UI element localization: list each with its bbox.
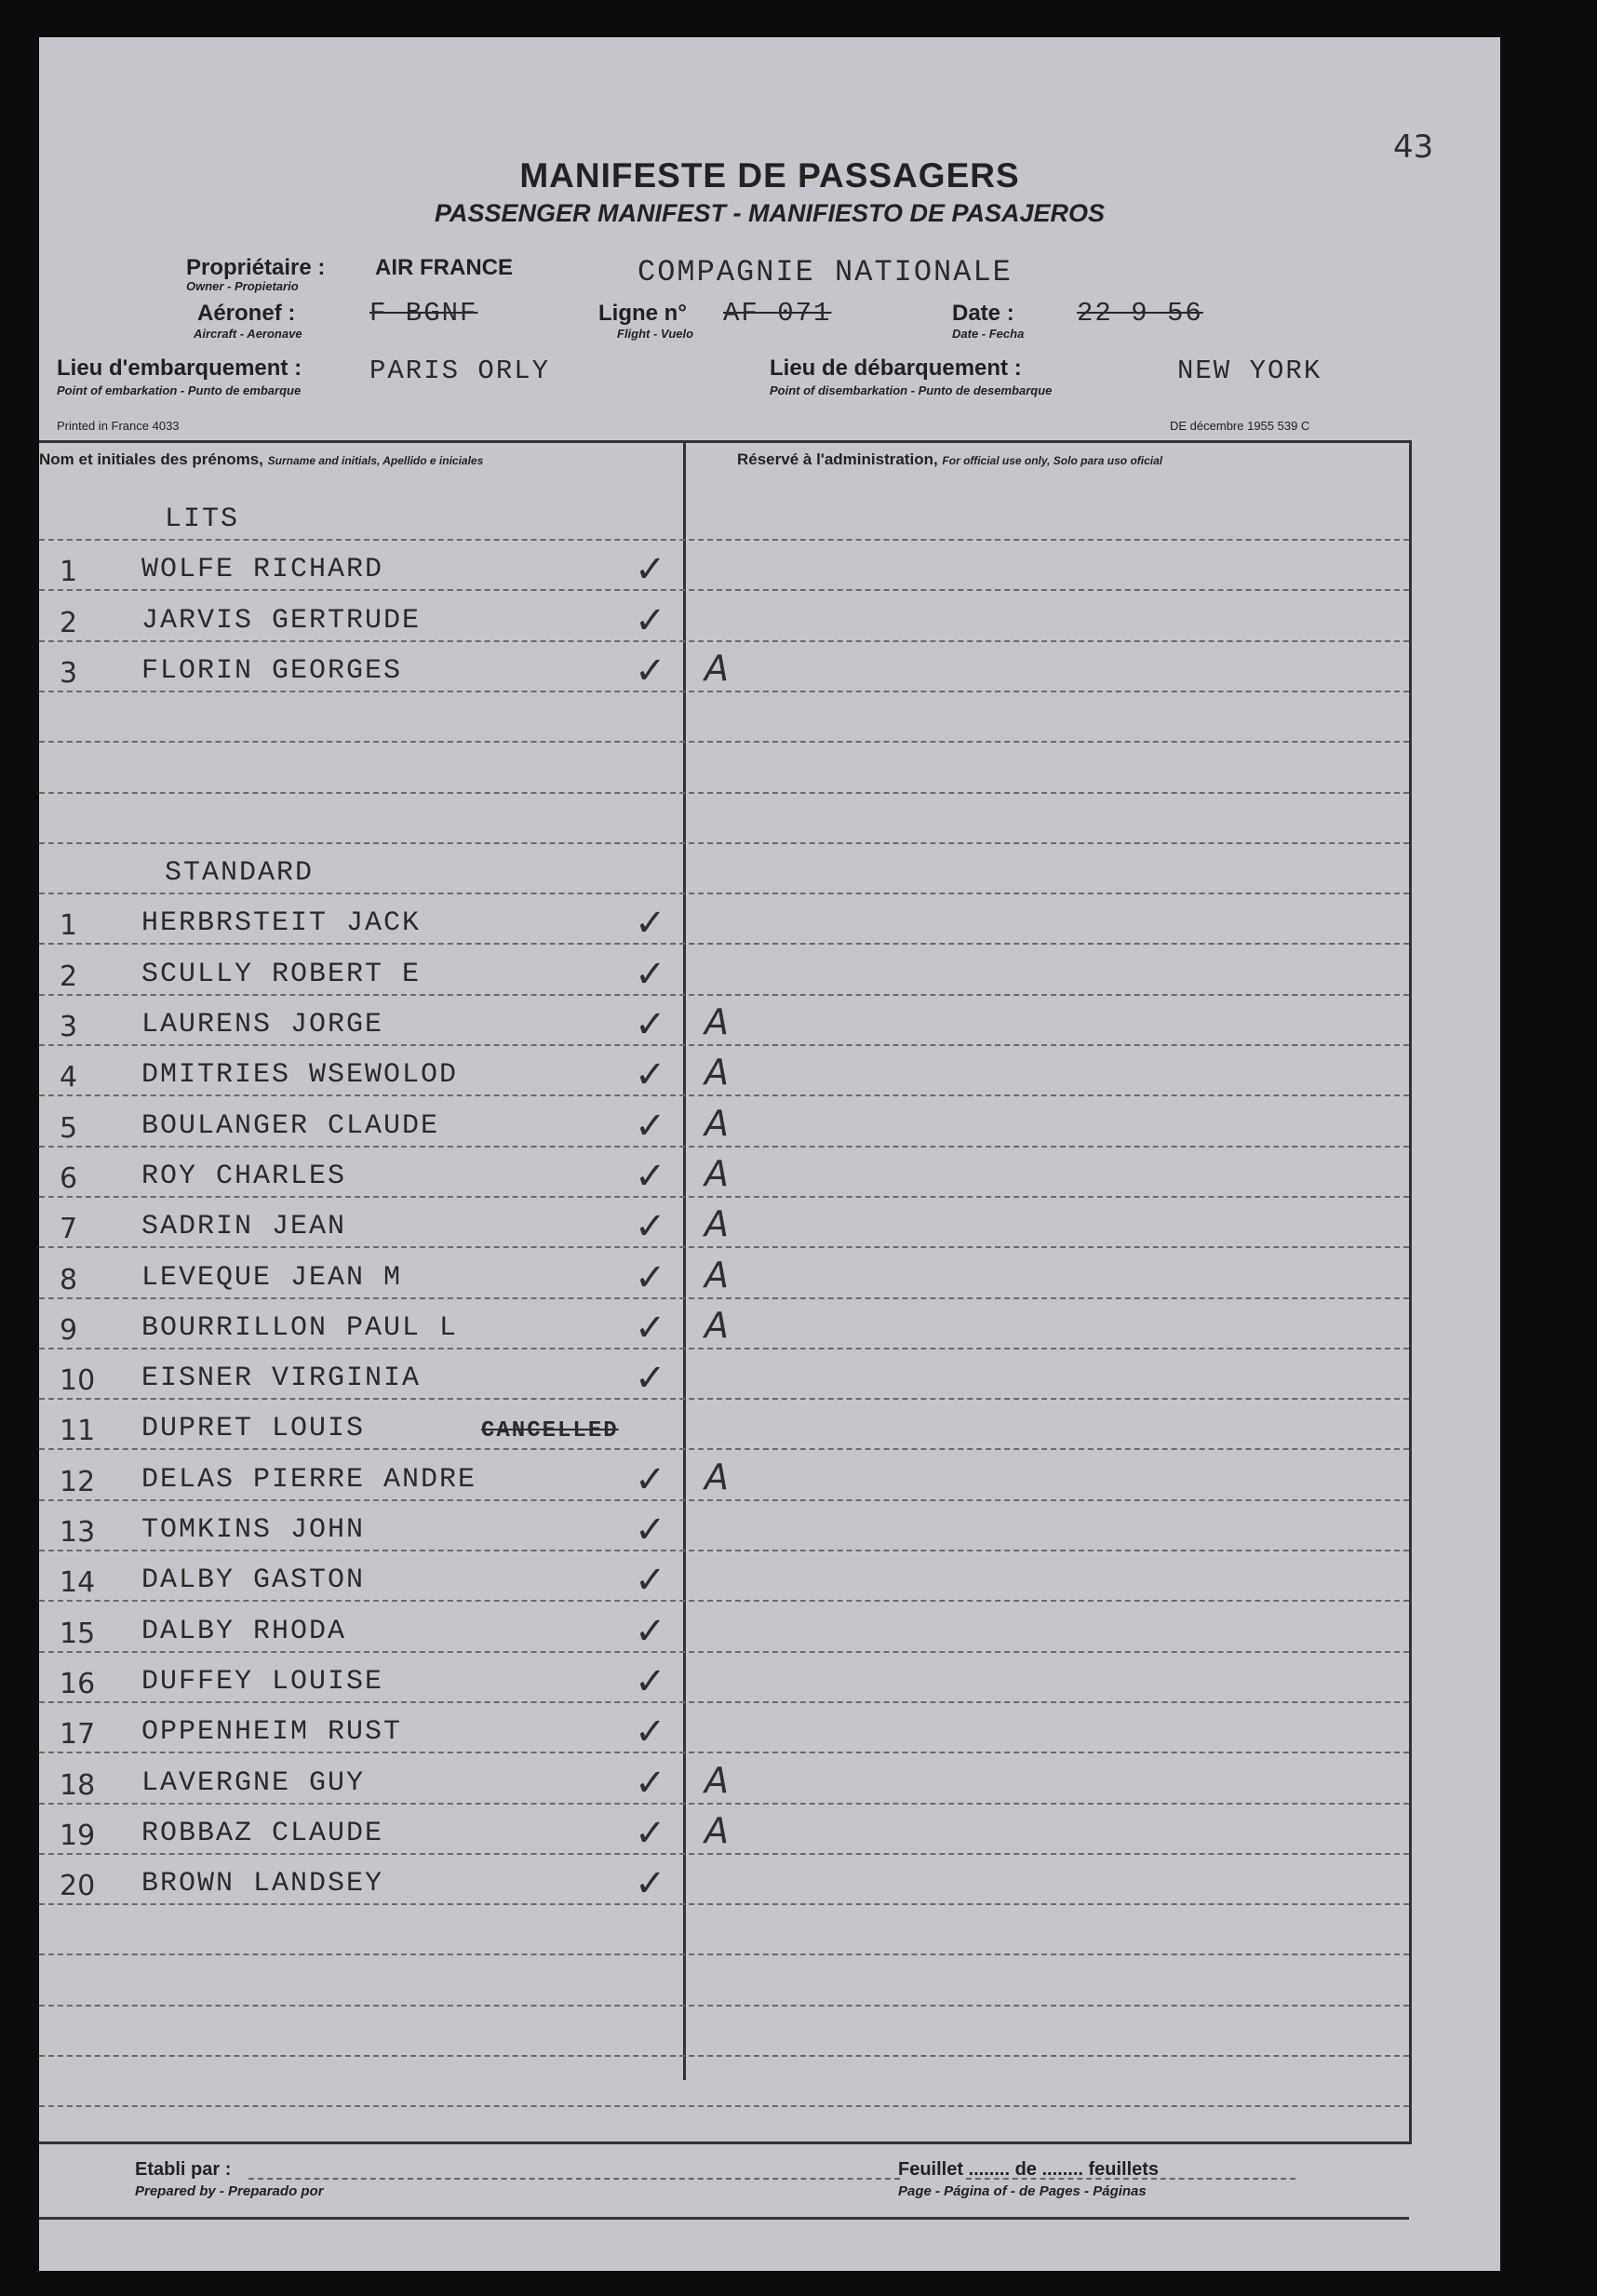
passenger-name: JARVIS GERTRUDE <box>141 605 422 637</box>
embarkation-value: PARIS ORLY <box>369 356 551 386</box>
admin-mark: A <box>705 1305 729 1346</box>
check-mark-icon: ✓ <box>635 1711 666 1753</box>
passenger-name: DALBY RHODA <box>141 1616 347 1647</box>
row-rule <box>39 1297 1409 1299</box>
passenger-name: EISNER VIRGINIA <box>141 1363 422 1394</box>
passenger-name: LEVEQUE JEAN M <box>141 1262 403 1294</box>
admin-mark: A <box>705 1103 729 1144</box>
admin-mark: A <box>705 1810 729 1851</box>
check-mark-icon: ✓ <box>635 650 666 692</box>
check-mark-icon: ✓ <box>635 1307 666 1349</box>
aircraft-sublabel: Aircraft - Aeronave <box>194 327 302 341</box>
row-rule <box>39 1348 1409 1349</box>
page-of-sublabel: Page - Página of - de Pages - Páginas <box>898 2183 1147 2199</box>
section-heading: STANDARD <box>165 857 315 889</box>
embarkation-label: Lieu d'embarquement : <box>57 356 302 381</box>
check-mark-icon: ✓ <box>635 1105 666 1148</box>
check-mark-icon: ✓ <box>635 1660 666 1703</box>
passenger-name: TOMKINS JOHN <box>141 1514 366 1546</box>
date-sublabel: Date - Fecha <box>952 327 1025 341</box>
row-rule <box>39 1853 1409 1855</box>
page-number: 43 <box>1393 128 1434 166</box>
flight-value: AF 071 <box>723 298 832 329</box>
col-header-names: Nom et initiales des prénoms, Surname and initials, Apellido e iniciales <box>39 450 484 468</box>
row-number: 3 <box>60 1011 78 1043</box>
date-label: Date : <box>952 301 1014 326</box>
admin-mark: A <box>705 1203 729 1244</box>
check-mark-icon: ✓ <box>635 548 666 591</box>
passenger-name: DUPRET LOUIS <box>141 1413 366 1444</box>
row-number: 8 <box>60 1264 78 1296</box>
row-number: 9 <box>60 1314 78 1347</box>
check-mark-icon: ✓ <box>635 1762 666 1805</box>
check-mark-icon: ✓ <box>635 953 666 996</box>
row-number: 2 <box>60 960 78 993</box>
disembarkation-sublabel: Point of disembarkation - Punto de desembarque <box>770 383 1053 397</box>
flight-label: Ligne n° <box>598 301 687 326</box>
row-rule <box>39 1903 1409 1905</box>
row-number: 2 <box>60 607 78 639</box>
prepared-by-label: Etabli par : <box>135 2159 232 2180</box>
check-mark-icon: ✓ <box>635 902 666 945</box>
check-mark-icon: ✓ <box>635 1003 666 1046</box>
manifest-page <box>39 37 1500 2271</box>
row-number: 12 <box>60 1466 96 1498</box>
row-number: 5 <box>60 1112 78 1145</box>
date-value: 22 9 56 <box>1077 298 1203 329</box>
check-mark-icon: ✓ <box>635 1357 666 1400</box>
check-mark-icon: ✓ <box>635 1256 666 1299</box>
check-mark-icon: ✓ <box>635 599 666 642</box>
row-rule <box>39 893 1409 894</box>
row-number: 16 <box>60 1668 96 1700</box>
prepared-by-line <box>248 2178 900 2180</box>
admin-mark: A <box>705 1457 729 1497</box>
check-mark-icon: ✓ <box>635 1559 666 1602</box>
passenger-name: DELAS PIERRE ANDRE <box>141 1464 477 1496</box>
cancelled-stamp: CANCELLED <box>481 1418 619 1443</box>
manifest-title: MANIFESTE DE PASSAGERS <box>519 156 1020 195</box>
passenger-name: SADRIN JEAN <box>141 1211 347 1242</box>
row-number: 17 <box>60 1718 96 1751</box>
passenger-name: ROY CHARLES <box>141 1161 347 1192</box>
row-rule <box>39 2005 1409 2007</box>
check-mark-icon: ✓ <box>635 1610 666 1653</box>
passenger-name: SCULLY ROBERT E <box>141 959 422 990</box>
admin-mark: A <box>705 1255 729 1296</box>
admin-mark: A <box>705 1760 729 1801</box>
row-rule <box>39 994 1409 996</box>
row-number: 7 <box>60 1213 78 1245</box>
row-rule <box>39 1398 1409 1400</box>
check-mark-icon: ✓ <box>635 1812 666 1855</box>
row-number: 13 <box>60 1516 96 1549</box>
row-number: 14 <box>60 1566 96 1599</box>
passenger-name: LAURENS JORGE <box>141 1009 384 1041</box>
row-rule <box>39 1246 1409 1248</box>
passenger-name: DMITRIES WSEWOLOD <box>141 1059 459 1091</box>
row-number: 1 <box>60 909 78 942</box>
check-mark-icon: ✓ <box>635 1054 666 1096</box>
owner-label: Propriétaire : <box>186 255 326 280</box>
row-rule <box>39 1448 1409 1450</box>
admin-mark: A <box>705 1153 729 1194</box>
form-code: DE décembre 1955 539 C <box>1170 419 1310 433</box>
row-rule <box>39 539 1409 541</box>
passenger-name: BROWN LANDSEY <box>141 1868 384 1900</box>
row-rule <box>39 943 1409 945</box>
passenger-name: OPPENHEIM RUST <box>141 1716 403 1748</box>
passenger-name: LAVERGNE GUY <box>141 1767 366 1799</box>
row-rule <box>39 1954 1409 1955</box>
row-number: 4 <box>60 1061 78 1094</box>
row-rule <box>39 1600 1409 1602</box>
aircraft-value: F BGNF <box>369 298 478 329</box>
row-rule <box>39 1752 1409 1753</box>
row-rule <box>39 691 1409 692</box>
flight-sublabel: Flight - Vuelo <box>617 327 694 341</box>
passenger-name: DUFFEY LOUISE <box>141 1666 384 1698</box>
row-rule <box>39 1701 1409 1703</box>
manifest-subtitle: PASSENGER MANIFEST - MANIFIESTO DE PASAJEROS <box>434 199 1106 227</box>
row-number: 20 <box>60 1870 96 1902</box>
row-rule <box>39 2055 1409 2057</box>
row-rule <box>39 1044 1409 1046</box>
passenger-name: DALBY GASTON <box>141 1564 366 1596</box>
row-rule <box>39 1550 1409 1551</box>
admin-mark: A <box>705 1052 729 1093</box>
row-rule <box>39 1094 1409 1096</box>
row-rule <box>39 2105 1409 2107</box>
row-number: 15 <box>60 1618 96 1650</box>
check-mark-icon: ✓ <box>635 1509 666 1551</box>
row-number: 19 <box>60 1819 96 1852</box>
row-number: 10 <box>60 1364 96 1397</box>
check-mark-icon: ✓ <box>635 1155 666 1198</box>
row-rule <box>39 741 1409 743</box>
row-rule <box>39 1803 1409 1805</box>
admin-mark: A <box>705 648 729 689</box>
row-rule <box>39 640 1409 642</box>
admin-mark: A <box>705 1001 729 1042</box>
row-number: 1 <box>60 556 78 588</box>
row-rule <box>39 1499 1409 1501</box>
passenger-name: BOULANGER CLAUDE <box>141 1110 440 1142</box>
row-rule <box>39 842 1409 844</box>
row-rule <box>39 792 1409 794</box>
column-divider <box>683 440 686 2080</box>
embarkation-sublabel: Point of embarkation - Punto de embarque <box>57 383 302 397</box>
passenger-name: BOURRILLON PAUL L <box>141 1312 459 1344</box>
row-number: 11 <box>60 1415 96 1447</box>
row-number: 3 <box>60 657 78 690</box>
disembarkation-value: NEW YORK <box>1177 356 1322 386</box>
passenger-name: WOLFE RICHARD <box>141 554 384 585</box>
prepared-by-sublabel: Prepared by - Preparado por <box>135 2183 324 2199</box>
row-rule <box>39 1651 1409 1653</box>
owner-value: AIR FRANCE <box>375 255 513 280</box>
aircraft-label: Aéronef : <box>197 301 296 326</box>
check-mark-icon: ✓ <box>635 1862 666 1905</box>
check-mark-icon: ✓ <box>635 1458 666 1501</box>
owner-sublabel: Owner - Propietario <box>186 279 299 293</box>
owner-typed-value: COMPAGNIE NATIONALE <box>637 255 1013 289</box>
col-header-admin: Réservé à l'administration, For official use only, Solo para uso oficial <box>737 450 1163 468</box>
page-of-label: Feuillet ........ de ........ feuillets <box>898 2159 1160 2180</box>
page-of-line <box>966 2178 1295 2180</box>
row-rule <box>39 1146 1409 1148</box>
check-mark-icon: ✓ <box>635 1205 666 1248</box>
section-heading: LITS <box>165 504 240 535</box>
row-number: 6 <box>60 1162 78 1195</box>
row-number: 18 <box>60 1769 96 1802</box>
passenger-name: ROBBAZ CLAUDE <box>141 1818 384 1849</box>
row-rule <box>39 589 1409 591</box>
disembarkation-label: Lieu de débarquement : <box>770 356 1022 381</box>
passenger-name: FLORIN GEORGES <box>141 655 403 687</box>
passenger-name: HERBRSTEIT JACK <box>141 907 422 939</box>
row-rule <box>39 1196 1409 1198</box>
printed-note: Printed in France 4033 <box>57 419 180 433</box>
